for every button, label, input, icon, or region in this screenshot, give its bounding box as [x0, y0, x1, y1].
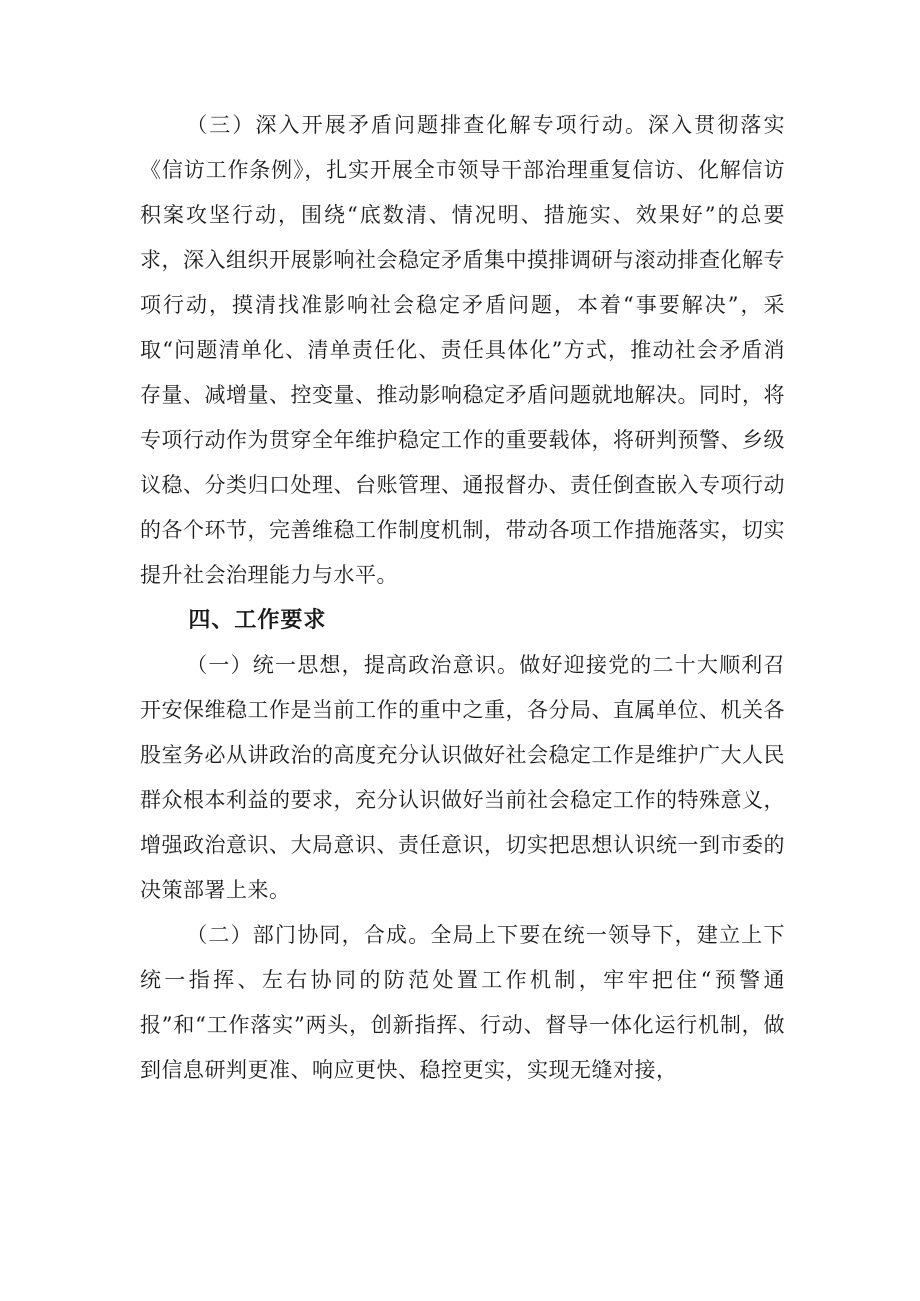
paragraph-unify-thinking: （一）统一思想，提高政治意识。做好迎接党的二十大顺利召开安保维稳工作是当前工作的重中之重，各分局、直属单位、机关各股室务必从讲政治的高度充分认识做好社会稳定工作是维护广大人民群众根本利益的要求，充分认识做好当前社会稳定工作的特殊意义，增强政治意识、大局意识、责任意识，切实把思想认识统一到市委的决策部署上来。	[140, 653, 785, 902]
paragraph-department-coordination: （二）部门协同，合成。全局上下要在统一领导下，建立上下统一指挥、左右协同的防范处置工作机制，牢牢把住“预警通报”和“工作落实”两头，创新指挥、行动、督导一体化运行机制，做到信息研判更准、响应更快、稳控更实，实现无缝对接，	[140, 923, 785, 1082]
paragraph-contradiction-resolution: （三）深入开展矛盾问题排查化解专项行动。深入贯彻落实《信访工作条例》，扎实开展全市领导干部治理重复信访、化解信访积案攻坚行动，围绕“底数清、情况明、措施实、效果好”的总要求，深入组织开展影响社会稳定矛盾集中摸排调研与滚动排查化解专项行动，摸清找准影响社会稳定矛盾问题，本着“事要解决”，采取“问题清单化、清单责任化、责任具体化”方式，推动社会矛盾消存量、减增量、控变量、推动影响稳定矛盾问题就地解决。同时，将专项行动作为贯穿全年维护稳定工作的重要载体，将研判预警、乡级议稳、分类归口处理、台账管理、通报督办、责任倒查嵌入专项行动的各个环节，完善维稳工作制度机制，带动各项工作措施落实，切实提升社会治理能力与水平。	[140, 113, 785, 587]
document-body	[140, 103, 785, 1093]
section-heading-work-requirements: 四、工作要求	[188, 608, 327, 633]
